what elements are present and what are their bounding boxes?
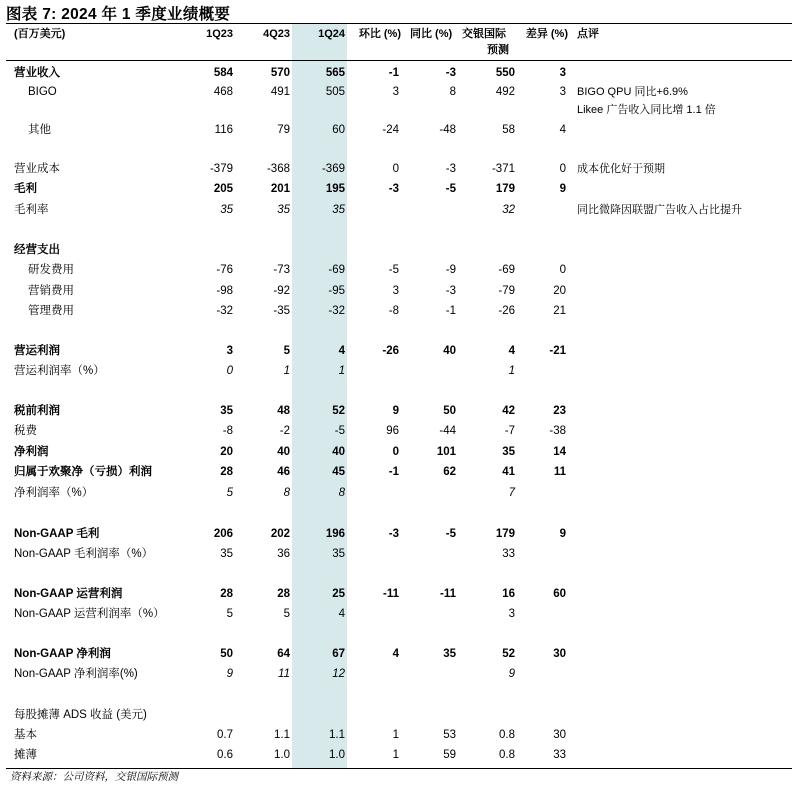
cell-qoq: -3 (388, 528, 399, 540)
top-rule (6, 23, 792, 24)
table-row-tax (0, 422, 798, 440)
row-label: 净利润率（%） (14, 487, 94, 499)
header-col-yoy: 同比 (%) (410, 28, 453, 40)
table-row-eps-header (0, 706, 798, 724)
cell-1q24: 25 (332, 588, 345, 600)
row-label: 基本 (14, 729, 37, 741)
table-row-admin (0, 302, 798, 320)
row-label: 归属于欢聚净（亏损）利润 (14, 466, 152, 478)
cell-1q23: 0 (226, 365, 233, 377)
cell-4q23: 1 (283, 365, 290, 377)
cell-4q23: 201 (270, 183, 290, 195)
cell-1q23: 3 (226, 345, 233, 357)
cell-yoy: -3 (445, 67, 456, 79)
cell-1q23: 0.6 (217, 749, 233, 761)
row-label: 毛利率 (14, 204, 49, 216)
table-row-opex (0, 241, 798, 259)
cell-1q24: -69 (328, 264, 345, 276)
table-row-ng-op-margin (0, 605, 798, 623)
cell-estimate: 42 (502, 405, 515, 417)
source-footnote: 资料来源：公司资料，交银国际预测 (10, 771, 178, 783)
table-row-op-profit (0, 342, 798, 360)
row-label: 净利润 (14, 446, 49, 458)
cell-yoy: 62 (443, 466, 456, 478)
row-label: 研发费用 (28, 264, 74, 276)
table-row-op-margin (0, 362, 798, 380)
cell-qoq: 3 (392, 86, 399, 98)
cell-yoy: 53 (443, 729, 456, 741)
cell-qoq: -24 (382, 124, 399, 136)
cell-1q24: 195 (325, 183, 345, 195)
cell-yoy: -3 (445, 285, 456, 297)
row-label: 营运利润 (14, 345, 60, 357)
table-row-bigo-note (0, 101, 798, 119)
row-label: Non-GAAP 运营利润率（%） (14, 608, 165, 620)
cell-diff: 0 (559, 264, 566, 276)
row-label: 管理费用 (28, 305, 74, 317)
cell-diff: 60 (553, 588, 566, 600)
cell-4q23: 28 (277, 588, 290, 600)
row-label: Non-GAAP 毛利 (14, 528, 100, 540)
table-row-eps-basic (0, 726, 798, 744)
cell-estimate: 35 (502, 446, 515, 458)
cell-1q24: 4 (338, 608, 345, 620)
cell-comment: 成本优化好于预期 (577, 163, 665, 175)
cell-4q23: 11 (278, 668, 290, 680)
cell-1q24: 1.0 (329, 749, 345, 761)
header-col-qoq: 环比 (%) (358, 28, 401, 40)
cell-qoq: -11 (383, 588, 399, 600)
cell-1q23: 468 (213, 86, 233, 98)
cell-4q23: 1.0 (274, 749, 290, 761)
cell-estimate: 52 (502, 648, 515, 660)
cell-estimate: 1 (508, 365, 515, 377)
cell-yoy: -5 (445, 183, 456, 195)
table-row-ng-gross (0, 525, 798, 543)
cell-estimate: 3 (508, 608, 515, 620)
cell-diff: 33 (553, 749, 566, 761)
cell-1q23: 0.7 (217, 729, 233, 741)
cell-4q23: -368 (266, 163, 290, 175)
cell-1q23: 28 (220, 588, 233, 600)
table-row-net-attrib (0, 463, 798, 481)
cell-estimate: 550 (495, 67, 515, 79)
cell-qoq: 4 (392, 648, 399, 660)
table-row-cost (0, 160, 798, 178)
cell-4q23: 40 (277, 446, 290, 458)
cell-estimate: 0.8 (499, 749, 515, 761)
cell-1q24: 1.1 (329, 729, 345, 741)
cell-1q24: 67 (332, 648, 345, 660)
cell-1q24: 45 (332, 466, 345, 478)
cell-estimate: 4 (508, 345, 515, 357)
cell-4q23: 48 (277, 405, 290, 417)
table-row-net-profit (0, 443, 798, 461)
row-label: 每股摊薄 ADS 收益 (美元) (14, 709, 147, 721)
cell-1q24: 1 (338, 365, 345, 377)
row-label: 税费 (14, 425, 37, 437)
cell-4q23: 46 (277, 466, 290, 478)
table-row-eps-diluted (0, 746, 798, 764)
cell-1q23: -76 (216, 264, 233, 276)
cell-1q24: 52 (332, 405, 345, 417)
row-label: Non-GAAP 净利润 (14, 648, 111, 660)
cell-1q23: 35 (220, 548, 233, 560)
table-row-ng-gross-margin (0, 545, 798, 563)
cell-1q23: -379 (209, 163, 233, 175)
row-label: 毛利 (14, 183, 37, 195)
table-row-rnd (0, 261, 798, 279)
cell-1q23: -98 (216, 285, 233, 297)
table-row-bigo (0, 83, 798, 101)
cell-yoy: 40 (443, 345, 456, 357)
cell-diff: -21 (549, 345, 566, 357)
cell-4q23: 202 (270, 528, 290, 540)
cell-qoq: -1 (388, 67, 399, 79)
cell-1q24: 4 (338, 345, 345, 357)
cell-1q23: -32 (216, 305, 233, 317)
table-row-gross-margin (0, 201, 798, 219)
header-col-bocom-estimate: 交银国际 (462, 28, 506, 40)
cell-estimate: 179 (495, 183, 515, 195)
cell-estimate: -371 (491, 163, 515, 175)
row-label: Non-GAAP 毛利润率（%） (14, 548, 154, 560)
cell-diff: 30 (553, 648, 566, 660)
cell-comment: 同比微降因联盟广告收入占比提升 (577, 204, 742, 216)
cell-4q23: -73 (273, 264, 290, 276)
cell-1q23: 35 (220, 204, 233, 216)
row-label: BIGO (28, 86, 57, 98)
header-col-bocom-estimate-sub: 预测 (487, 44, 509, 56)
row-label: 摊薄 (14, 749, 37, 761)
cell-estimate: 179 (495, 528, 515, 540)
row-label: 营销费用 (28, 285, 74, 297)
table-row-gross-profit (0, 180, 798, 198)
cell-yoy: 50 (443, 405, 456, 417)
cell-diff: -38 (549, 425, 566, 437)
cell-estimate: 16 (502, 588, 515, 600)
cell-1q23: 50 (220, 648, 233, 660)
cell-4q23: 5 (283, 608, 290, 620)
header-rule (6, 60, 792, 61)
cell-diff: 11 (553, 466, 566, 478)
cell-yoy: 101 (436, 446, 456, 458)
cell-1q23: 9 (226, 668, 233, 680)
cell-1q23: 205 (213, 183, 233, 195)
cell-yoy: 35 (443, 648, 456, 660)
cell-1q24: 40 (332, 446, 345, 458)
cell-4q23: -35 (273, 305, 290, 317)
row-label: 经营支出 (14, 244, 60, 256)
cell-yoy: -48 (439, 124, 456, 136)
cell-4q23: 8 (283, 487, 290, 499)
cell-estimate: 492 (495, 86, 515, 98)
cell-diff: 30 (553, 729, 566, 741)
cell-1q23: -8 (222, 425, 233, 437)
cell-1q24: 565 (325, 67, 345, 79)
cell-1q23: 206 (213, 528, 233, 540)
cell-1q24: 35 (332, 204, 345, 216)
cell-yoy: -5 (445, 528, 456, 540)
cell-1q23: 5 (226, 487, 233, 499)
header-col-4q23: 4Q23 (263, 28, 290, 40)
cell-4q23: 1.1 (274, 729, 290, 741)
cell-4q23: 64 (277, 648, 290, 660)
cell-qoq: -8 (388, 305, 399, 317)
cell-4q23: -92 (273, 285, 290, 297)
cell-1q24: 196 (325, 528, 345, 540)
cell-diff: 20 (553, 285, 566, 297)
cell-yoy: -11 (440, 588, 456, 600)
cell-qoq: 1 (392, 749, 399, 761)
cell-qoq: -3 (388, 183, 399, 195)
cell-1q24: -95 (328, 285, 345, 297)
cell-estimate: 58 (502, 124, 515, 136)
header-col-diff: 差异 (%) (525, 28, 568, 40)
cell-diff: 9 (559, 528, 566, 540)
cell-qoq: -26 (382, 345, 399, 357)
cell-1q23: 5 (226, 608, 233, 620)
cell-comment: Likee 广告收入同比增 1.1 倍 (577, 104, 716, 116)
row-label: Non-GAAP 运营利润 (14, 588, 123, 600)
cell-1q24: 8 (338, 487, 345, 499)
cell-estimate: -79 (498, 285, 515, 297)
cell-diff: 3 (559, 86, 566, 98)
cell-4q23: 5 (283, 345, 290, 357)
row-label: 营业成本 (14, 163, 60, 175)
cell-1q24: 505 (325, 86, 345, 98)
cell-estimate: -69 (498, 264, 515, 276)
cell-qoq: 96 (386, 425, 399, 437)
cell-diff: 21 (553, 305, 566, 317)
cell-estimate: 41 (502, 466, 515, 478)
cell-diff: 23 (553, 405, 566, 417)
cell-1q24: -32 (328, 305, 345, 317)
table-row-net-margin (0, 484, 798, 502)
cell-estimate: 9 (508, 668, 515, 680)
cell-yoy: -3 (445, 163, 456, 175)
cell-1q23: 28 (220, 466, 233, 478)
row-label: 税前利润 (14, 405, 60, 417)
cell-1q24: -369 (321, 163, 345, 175)
cell-1q23: 20 (220, 446, 233, 458)
cell-yoy: 8 (449, 86, 456, 98)
cell-yoy: -1 (445, 305, 456, 317)
cell-estimate: -7 (504, 425, 515, 437)
row-label: 其他 (28, 124, 51, 136)
cell-estimate: 32 (502, 204, 515, 216)
cell-1q23: 584 (213, 67, 233, 79)
table-row-ng-op (0, 585, 798, 603)
cell-diff: 9 (559, 183, 566, 195)
table-row-ng-net-margin (0, 665, 798, 683)
cell-4q23: 491 (270, 86, 290, 98)
cell-1q24: 35 (332, 548, 345, 560)
table-row-other (0, 121, 798, 139)
row-label: 营运利润率（%） (14, 365, 105, 377)
cell-qoq: 0 (392, 163, 399, 175)
cell-qoq: -1 (388, 466, 399, 478)
cell-1q23: 116 (214, 124, 233, 136)
cell-estimate: 33 (502, 548, 515, 560)
cell-qoq: 3 (392, 285, 399, 297)
cell-4q23: 79 (277, 124, 290, 136)
cell-yoy: -9 (445, 264, 456, 276)
cell-4q23: -2 (279, 425, 290, 437)
cell-qoq: 9 (392, 405, 399, 417)
cell-diff: 14 (553, 446, 566, 458)
table-row-pretax (0, 402, 798, 420)
cell-diff: 4 (559, 124, 566, 136)
cell-4q23: 36 (277, 548, 290, 560)
cell-4q23: 570 (270, 67, 290, 79)
cell-1q24: -5 (334, 425, 345, 437)
cell-1q24: 12 (332, 668, 345, 680)
cell-yoy: 59 (443, 749, 456, 761)
cell-estimate: -26 (498, 305, 515, 317)
cell-comment: BIGO QPU 同比+6.9% (577, 86, 688, 98)
cell-1q23: 35 (220, 405, 233, 417)
cell-qoq: 1 (392, 729, 399, 741)
header-col-1q24: 1Q24 (318, 28, 345, 40)
table-row-ng-net (0, 645, 798, 663)
header-col-1q23: 1Q23 (206, 28, 233, 40)
table-row-revenue (0, 64, 798, 82)
header-col-comment: 点评 (577, 28, 599, 40)
table-row-marketing (0, 282, 798, 300)
page-title: 图表 7: 2024 年 1 季度业绩概要 (6, 6, 231, 23)
header-unit-label: (百万美元) (14, 28, 66, 40)
cell-yoy: -44 (439, 425, 456, 437)
cell-1q24: 60 (332, 124, 345, 136)
cell-qoq: 0 (392, 446, 399, 458)
row-label: Non-GAAP 净利润率(%) (14, 668, 138, 680)
cell-estimate: 7 (508, 487, 515, 499)
cell-diff: 3 (559, 67, 566, 79)
cell-4q23: 35 (277, 204, 290, 216)
cell-estimate: 0.8 (499, 729, 515, 741)
cell-qoq: -5 (388, 264, 399, 276)
row-label: 营业收入 (14, 67, 60, 79)
cell-diff: 0 (559, 163, 566, 175)
